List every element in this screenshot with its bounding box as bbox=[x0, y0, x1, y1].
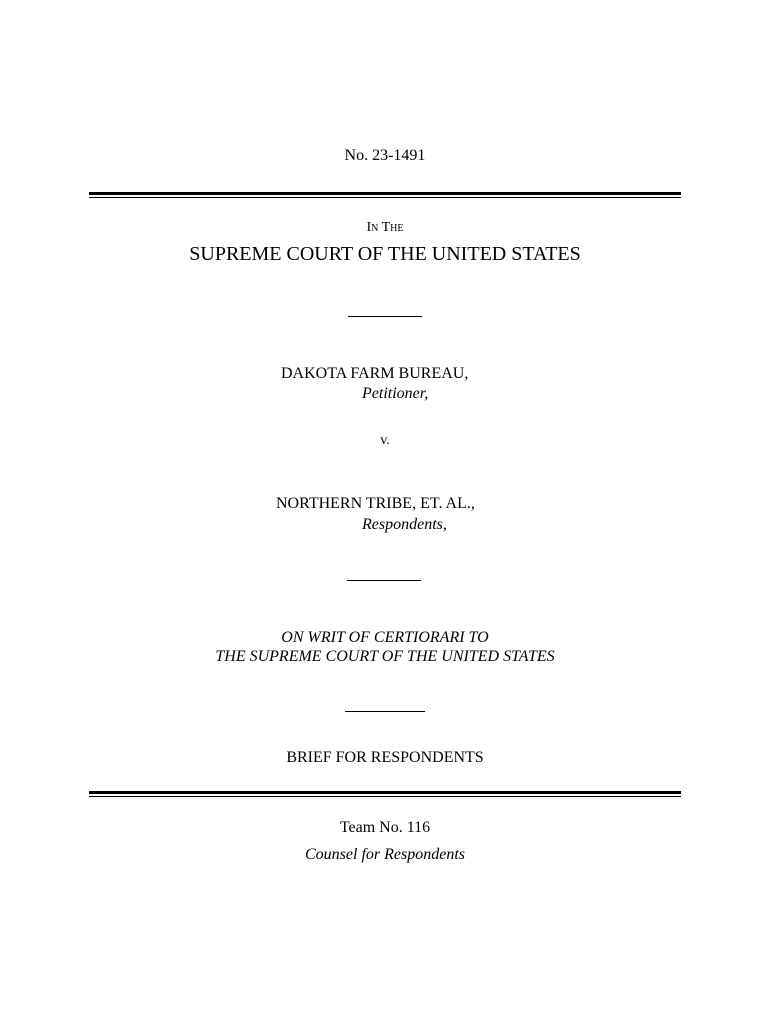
court-name: SUPREME COURT OF THE UNITED STATES bbox=[189, 243, 581, 265]
separator-rule-1 bbox=[348, 316, 422, 317]
petitioner-role: Petitioner, bbox=[362, 385, 429, 402]
respondent-role: Respondents, bbox=[362, 516, 447, 533]
writ-line-2: THE SUPREME COURT OF THE UNITED STATES bbox=[215, 648, 555, 665]
petitioner-name: DAKOTA FARM BUREAU, bbox=[281, 365, 469, 382]
counsel-role: Counsel for Respondents bbox=[305, 846, 465, 863]
separator-rule-2 bbox=[347, 580, 421, 581]
team-number: Team No. 116 bbox=[339, 819, 431, 836]
docket-number: No. 23-1491 bbox=[344, 147, 426, 164]
versus-label: v. bbox=[380, 433, 390, 448]
respondent-name: NORTHERN TRIBE, ET. AL., bbox=[276, 495, 475, 512]
in-the-label: In The bbox=[366, 220, 404, 235]
brief-title: BRIEF FOR RESPONDENTS bbox=[286, 749, 484, 766]
writ-line-1: ON WRIT OF CERTIORARI TO bbox=[281, 629, 489, 646]
top-double-rule bbox=[89, 192, 681, 198]
separator-rule-3 bbox=[345, 711, 425, 712]
bottom-double-rule bbox=[89, 791, 681, 797]
